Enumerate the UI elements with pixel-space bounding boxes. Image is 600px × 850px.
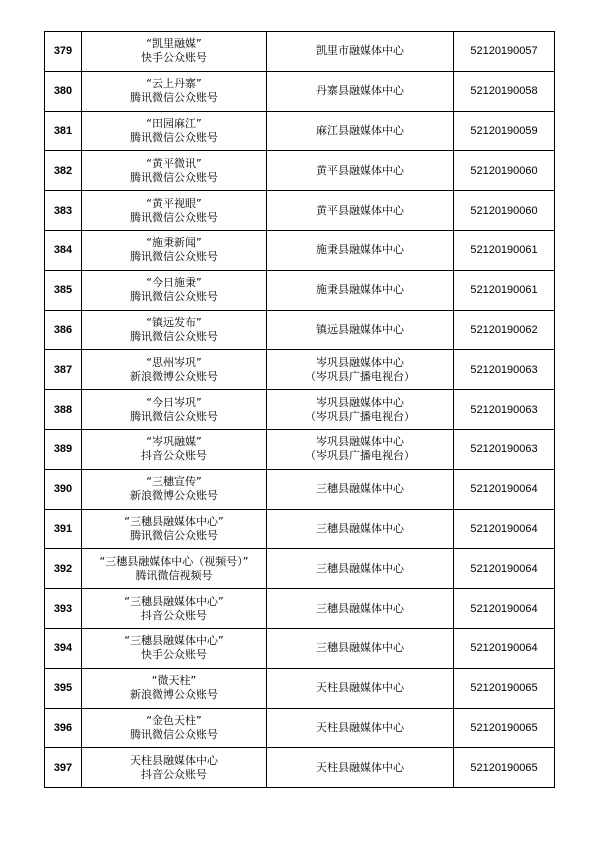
organization-name: 天柱县融媒体中心	[316, 681, 404, 695]
account-name: “凯里融媒”	[146, 37, 202, 51]
account-name: “三穗县融媒体中心”	[124, 634, 224, 648]
table-row	[45, 270, 555, 310]
account-type: 抖音公众账号	[141, 608, 207, 622]
organization-cell	[267, 708, 454, 748]
table-row	[45, 71, 555, 111]
organization-cell	[267, 310, 454, 350]
organization-name: 麻江县融媒体中心	[316, 123, 404, 137]
account-type: 腾讯微信视频号	[135, 568, 213, 582]
account-cell	[82, 230, 267, 270]
organization-name: 三穗县融媒体中心	[316, 482, 404, 496]
row-number: 396	[45, 708, 82, 748]
organization-cell	[267, 230, 454, 270]
organization-cell	[267, 469, 454, 509]
account-name: “今日岑巩”	[146, 395, 202, 409]
row-number: 380	[45, 71, 82, 111]
organization-name: 三穗县融媒体中心	[316, 601, 404, 615]
row-number: 393	[45, 589, 82, 629]
table-row	[45, 111, 555, 151]
account-name: “三穗宣传”	[146, 475, 202, 489]
registration-code: 52120190065	[454, 668, 555, 708]
account-type: 腾讯微信公众账号	[130, 409, 218, 423]
organization-name: 三穗县融媒体中心	[316, 561, 404, 575]
account-type: 快手公众账号	[141, 51, 207, 65]
account-name: 天柱县融媒体中心	[130, 753, 218, 767]
table-row	[45, 549, 555, 589]
registration-code: 52120190065	[454, 748, 555, 788]
account-cell	[82, 589, 267, 629]
account-type: 新浪微博公众账号	[130, 369, 218, 383]
organization-cell	[267, 350, 454, 390]
row-number: 383	[45, 191, 82, 231]
table-row	[45, 708, 555, 748]
row-number: 392	[45, 549, 82, 589]
account-type: 腾讯微信公众账号	[130, 290, 218, 304]
organization-name: 施秉县融媒体中心	[316, 283, 404, 297]
registration-code: 52120190064	[454, 549, 555, 589]
organization-subname: （岑巩县广播电视台）	[305, 449, 415, 463]
organization-subname: （岑巩县广播电视台）	[305, 409, 415, 423]
row-number: 379	[45, 32, 82, 72]
organization-name: 黄平县融媒体中心	[316, 203, 404, 217]
organization-cell	[267, 270, 454, 310]
account-name: “金色天柱”	[146, 713, 202, 727]
account-cell	[82, 71, 267, 111]
registration-code: 52120190059	[454, 111, 555, 151]
registration-code: 52120190063	[454, 429, 555, 469]
organization-cell	[267, 191, 454, 231]
account-cell	[82, 628, 267, 668]
account-name: “施秉新闻”	[146, 236, 202, 250]
table-row	[45, 32, 555, 72]
row-number: 382	[45, 151, 82, 191]
registration-code: 52120190064	[454, 509, 555, 549]
account-cell	[82, 270, 267, 310]
account-name: “镇远发布”	[146, 315, 202, 329]
organization-name: 丹寨县融媒体中心	[316, 84, 404, 98]
table-row	[45, 589, 555, 629]
account-cell	[82, 32, 267, 72]
registration-code: 52120190057	[454, 32, 555, 72]
registration-code: 52120190060	[454, 191, 555, 231]
registration-code: 52120190064	[454, 589, 555, 629]
table-row	[45, 429, 555, 469]
account-cell	[82, 469, 267, 509]
organization-cell	[267, 549, 454, 589]
organization-name: 黄平县融媒体中心	[316, 163, 404, 177]
account-name: “微天柱”	[151, 674, 197, 688]
row-number: 395	[45, 668, 82, 708]
organization-name: 岑巩县融媒体中心	[316, 435, 404, 449]
account-name: “岑巩融媒”	[146, 435, 202, 449]
account-name: “今日施秉”	[146, 276, 202, 290]
account-cell	[82, 429, 267, 469]
row-number: 381	[45, 111, 82, 151]
row-number: 391	[45, 509, 82, 549]
organization-cell	[267, 390, 454, 430]
registration-code: 52120190065	[454, 708, 555, 748]
registration-code: 52120190063	[454, 390, 555, 430]
table-row	[45, 748, 555, 788]
registration-code: 52120190063	[454, 350, 555, 390]
table-row	[45, 469, 555, 509]
row-number: 397	[45, 748, 82, 788]
table-row	[45, 628, 555, 668]
account-type: 腾讯微信公众账号	[130, 528, 218, 542]
organization-cell	[267, 668, 454, 708]
account-cell	[82, 191, 267, 231]
row-number: 386	[45, 310, 82, 350]
organization-name: 天柱县融媒体中心	[316, 720, 404, 734]
account-type: 腾讯微信公众账号	[130, 727, 218, 741]
registration-code: 52120190058	[454, 71, 555, 111]
organization-name: 三穗县融媒体中心	[316, 521, 404, 535]
table-row	[45, 668, 555, 708]
account-type: 腾讯微信公众账号	[130, 329, 218, 343]
account-type: 腾讯微信公众账号	[130, 210, 218, 224]
organization-name: 天柱县融媒体中心	[316, 760, 404, 774]
row-number: 387	[45, 350, 82, 390]
row-number: 388	[45, 390, 82, 430]
registry-table	[44, 31, 555, 788]
account-cell	[82, 509, 267, 549]
table-row	[45, 191, 555, 231]
table-body	[45, 32, 555, 788]
organization-name: 凯里市融媒体中心	[316, 44, 404, 58]
account-type: 腾讯微信公众账号	[130, 130, 218, 144]
account-name: “田园麻江”	[146, 116, 202, 130]
row-number: 390	[45, 469, 82, 509]
organization-name: 镇远县融媒体中心	[316, 322, 404, 336]
account-cell	[82, 668, 267, 708]
account-name: “三穗县融媒体中心（视频号）”	[99, 554, 249, 568]
account-cell	[82, 151, 267, 191]
organization-cell	[267, 32, 454, 72]
registration-code: 52120190060	[454, 151, 555, 191]
organization-cell	[267, 589, 454, 629]
account-type: 新浪微博公众账号	[130, 688, 218, 702]
registration-code: 52120190061	[454, 230, 555, 270]
account-name: “黄平视眼”	[146, 196, 202, 210]
organization-cell	[267, 71, 454, 111]
table-row	[45, 390, 555, 430]
row-number: 385	[45, 270, 82, 310]
organization-cell	[267, 111, 454, 151]
registration-code: 52120190062	[454, 310, 555, 350]
account-cell	[82, 390, 267, 430]
organization-cell	[267, 509, 454, 549]
account-cell	[82, 549, 267, 589]
organization-cell	[267, 628, 454, 668]
registration-code: 52120190064	[454, 628, 555, 668]
account-name: “思州岑巩”	[146, 355, 202, 369]
account-type: 新浪微博公众账号	[130, 489, 218, 503]
account-name: “三穗县融媒体中心”	[124, 514, 224, 528]
document-page	[44, 31, 554, 788]
organization-cell	[267, 429, 454, 469]
account-type: 抖音公众账号	[141, 767, 207, 781]
account-name: “三穗县融媒体中心”	[124, 594, 224, 608]
organization-subname: （岑巩县广播电视台）	[305, 369, 415, 383]
account-cell	[82, 748, 267, 788]
account-type: 抖音公众账号	[141, 449, 207, 463]
organization-cell	[267, 748, 454, 788]
organization-name: 岑巩县融媒体中心	[316, 355, 404, 369]
table-row	[45, 350, 555, 390]
account-cell	[82, 708, 267, 748]
account-name: “黄平微讯”	[146, 156, 202, 170]
organization-name: 岑巩县融媒体中心	[316, 395, 404, 409]
table-row	[45, 151, 555, 191]
organization-name: 三穗县融媒体中心	[316, 641, 404, 655]
account-cell	[82, 350, 267, 390]
account-type: 腾讯微信公众账号	[130, 250, 218, 264]
table-row	[45, 509, 555, 549]
account-type: 腾讯微信公众账号	[130, 170, 218, 184]
organization-name: 施秉县融媒体中心	[316, 243, 404, 257]
registration-code: 52120190061	[454, 270, 555, 310]
account-type: 快手公众账号	[141, 648, 207, 662]
table-row	[45, 310, 555, 350]
row-number: 384	[45, 230, 82, 270]
account-type: 腾讯微信公众账号	[130, 91, 218, 105]
row-number: 394	[45, 628, 82, 668]
account-name: “云上丹寨”	[146, 77, 202, 91]
organization-cell	[267, 151, 454, 191]
table-row	[45, 230, 555, 270]
account-cell	[82, 310, 267, 350]
row-number: 389	[45, 429, 82, 469]
account-cell	[82, 111, 267, 151]
registration-code: 52120190064	[454, 469, 555, 509]
